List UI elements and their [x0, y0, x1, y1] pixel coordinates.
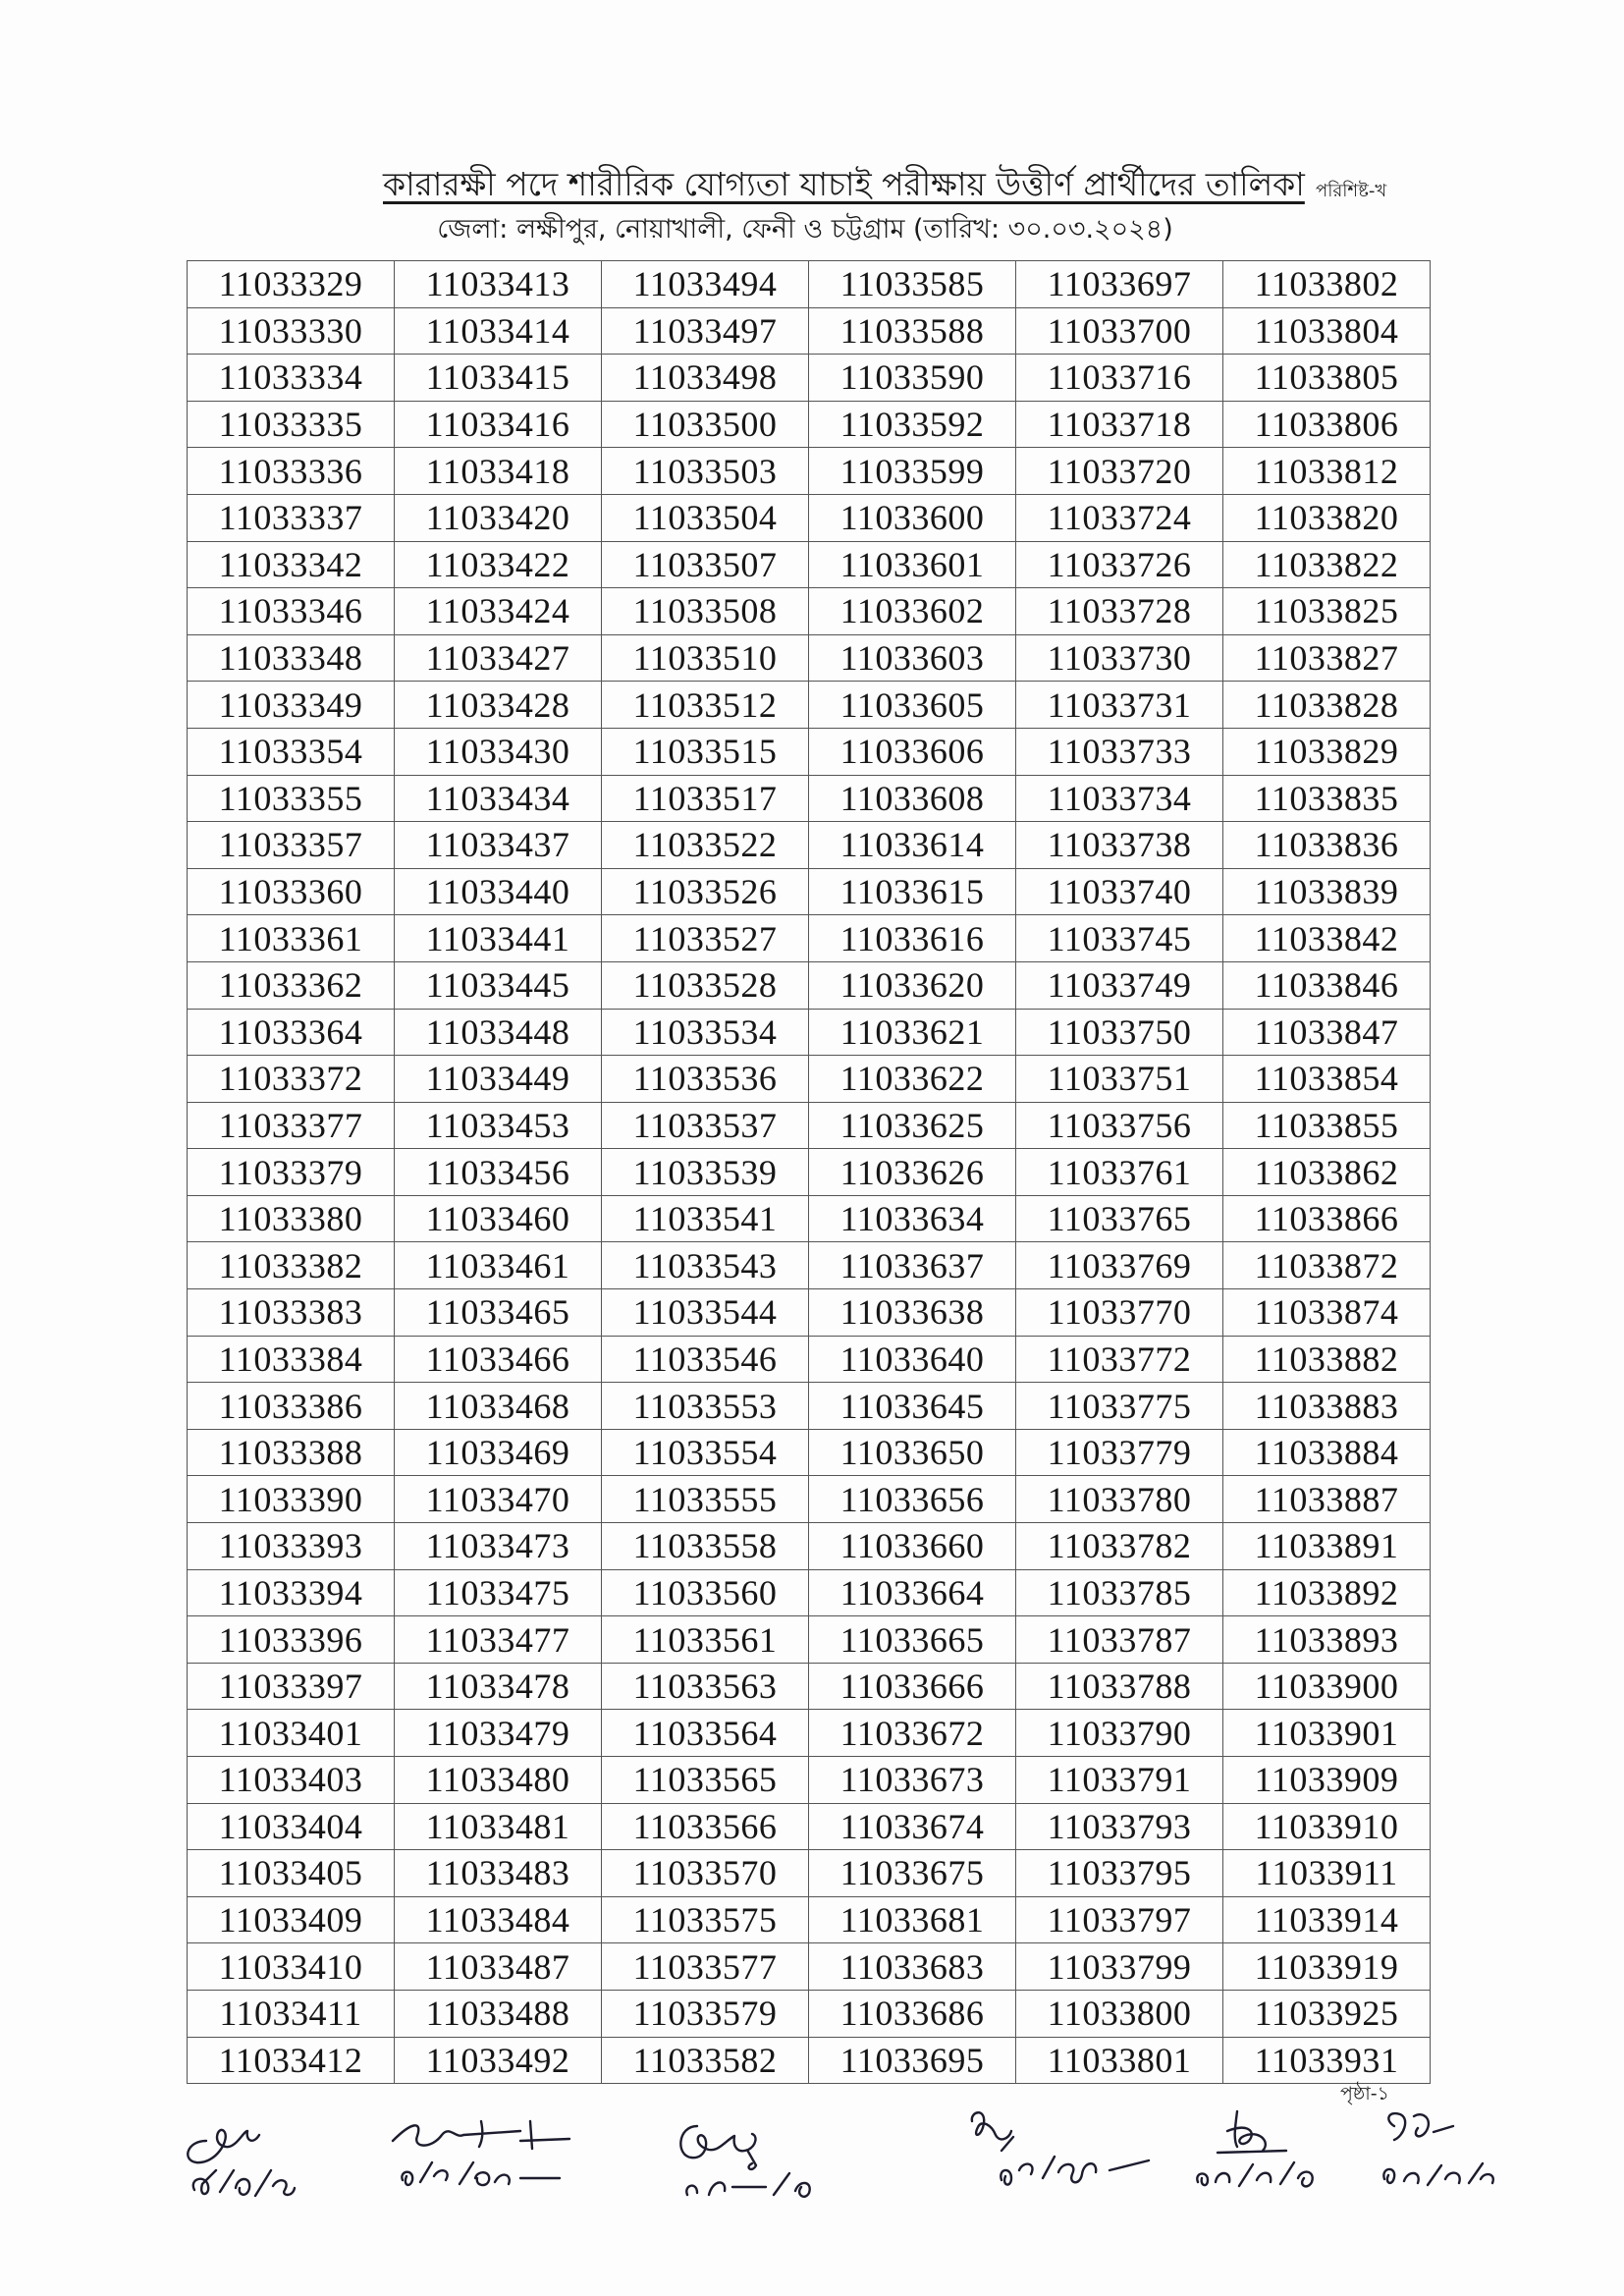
roll-number-cell: 11033527 — [602, 915, 809, 962]
roll-number-cell: 11033862 — [1223, 1149, 1431, 1196]
roll-number-cell: 11033544 — [602, 1289, 809, 1337]
signature-3 — [658, 2097, 864, 2205]
roll-number-cell: 11033577 — [602, 1943, 809, 1991]
roll-number-cell: 11033751 — [1016, 1056, 1223, 1103]
roll-number-cell: 11033460 — [395, 1195, 602, 1242]
roll-number-cell: 11033638 — [809, 1289, 1016, 1337]
roll-number-cell: 11033750 — [1016, 1009, 1223, 1056]
table-row — [188, 868, 1431, 915]
signature-4 — [952, 2092, 1178, 2200]
roll-number-cell: 11033522 — [602, 822, 809, 869]
roll-number-cell: 11033414 — [395, 307, 602, 355]
roll-number-cell: 11033675 — [809, 1850, 1016, 1897]
roll-number-cell: 11033650 — [809, 1429, 1016, 1476]
table-row — [188, 728, 1431, 775]
roll-number-cell: 11033666 — [809, 1663, 1016, 1710]
table-row — [188, 1850, 1431, 1897]
roll-number-cell: 11033416 — [395, 401, 602, 448]
roll-number-table-body — [188, 261, 1431, 2084]
roll-number-cell: 11033565 — [602, 1757, 809, 1804]
roll-number-cell: 11033563 — [602, 1663, 809, 1710]
roll-number-cell: 11033500 — [602, 401, 809, 448]
signature-2 — [373, 2092, 589, 2200]
roll-number-cell: 11033558 — [602, 1523, 809, 1570]
roll-number-cell: 11033488 — [395, 1990, 602, 2037]
roll-number-cell: 11033626 — [809, 1149, 1016, 1196]
roll-number-cell: 11033681 — [809, 1896, 1016, 1943]
roll-number-cell: 11033800 — [1016, 1990, 1223, 2037]
roll-number-cell: 11033410 — [188, 1943, 395, 1991]
roll-number-cell: 11033731 — [1016, 682, 1223, 729]
roll-number-cell: 11033836 — [1223, 822, 1431, 869]
roll-number-cell: 11033468 — [395, 1383, 602, 1430]
roll-number-cell: 11033887 — [1223, 1476, 1431, 1523]
table-row — [188, 1383, 1431, 1430]
roll-number-cell: 11033901 — [1223, 1710, 1431, 1757]
roll-number-cell: 11033554 — [602, 1429, 809, 1476]
roll-number-cell: 11033793 — [1016, 1803, 1223, 1850]
roll-number-cell: 11033437 — [395, 822, 602, 869]
roll-number-cell: 11033384 — [188, 1336, 395, 1383]
roll-number-cell: 11033588 — [809, 307, 1016, 355]
roll-number-cell: 11033602 — [809, 588, 1016, 635]
roll-number-cell: 11033440 — [395, 868, 602, 915]
document-subtitle: জেলা: লক্ষীপুর, নোয়াখালী, ফেনী ও চট্টগ্রাম (তারিখ: ৩০.০৩.২০২৪) — [437, 214, 1173, 245]
roll-number-cell: 11033362 — [188, 961, 395, 1009]
roll-number-cell: 11033615 — [809, 868, 1016, 915]
roll-number-cell: 11033561 — [602, 1616, 809, 1664]
roll-number-cell: 11033448 — [395, 1009, 602, 1056]
page-number: পৃষ্ঠা-১ — [1340, 2083, 1389, 2105]
roll-number-cell: 11033700 — [1016, 307, 1223, 355]
roll-number-cell: 11033555 — [602, 1476, 809, 1523]
roll-number-cell: 11033872 — [1223, 1242, 1431, 1289]
roll-number-cell: 11033738 — [1016, 822, 1223, 869]
roll-number-cell: 11033415 — [395, 355, 602, 402]
roll-number-cell: 11033528 — [602, 961, 809, 1009]
roll-number-cell: 11033382 — [188, 1242, 395, 1289]
roll-number-cell: 11033364 — [188, 1009, 395, 1056]
roll-number-cell: 11033481 — [395, 1803, 602, 1850]
roll-number-cell: 11033575 — [602, 1896, 809, 1943]
roll-number-cell: 11033397 — [188, 1663, 395, 1710]
roll-number-cell: 11033828 — [1223, 682, 1431, 729]
roll-number-cell: 11033827 — [1223, 634, 1431, 682]
roll-number-cell: 11033466 — [395, 1336, 602, 1383]
roll-number-cell: 11033515 — [602, 728, 809, 775]
table-row — [188, 1710, 1431, 1757]
roll-number-cell: 11033665 — [809, 1616, 1016, 1664]
roll-number-cell: 11033543 — [602, 1242, 809, 1289]
roll-number-cell: 11033720 — [1016, 448, 1223, 495]
roll-number-cell: 11033379 — [188, 1149, 395, 1196]
roll-number-cell: 11033537 — [602, 1102, 809, 1149]
roll-number-cell: 11033660 — [809, 1523, 1016, 1570]
roll-number-cell: 11033390 — [188, 1476, 395, 1523]
roll-number-cell: 11033914 — [1223, 1896, 1431, 1943]
roll-number-cell: 11033728 — [1016, 588, 1223, 635]
roll-number-cell: 11033797 — [1016, 1896, 1223, 1943]
roll-number-cell: 11033842 — [1223, 915, 1431, 962]
roll-number-cell: 11033449 — [395, 1056, 602, 1103]
table-row — [188, 1757, 1431, 1804]
table-row — [188, 2037, 1431, 2084]
roll-number-cell: 11033377 — [188, 1102, 395, 1149]
signature-6 — [1365, 2097, 1502, 2205]
roll-number-cell: 11033620 — [809, 961, 1016, 1009]
roll-number-cell: 11033494 — [602, 261, 809, 308]
roll-number-cell: 11033403 — [188, 1757, 395, 1804]
table-row — [188, 1616, 1431, 1664]
roll-number-cell: 11033829 — [1223, 728, 1431, 775]
roll-number-cell: 11033695 — [809, 2037, 1016, 2084]
table-row — [188, 1056, 1431, 1103]
table-row — [188, 1990, 1431, 2037]
roll-number-cell: 11033539 — [602, 1149, 809, 1196]
roll-number-cell: 11033404 — [188, 1803, 395, 1850]
roll-number-cell: 11033925 — [1223, 1990, 1431, 2037]
table-row — [188, 588, 1431, 635]
roll-number-cell: 11033634 — [809, 1195, 1016, 1242]
roll-number-cell: 11033770 — [1016, 1289, 1223, 1337]
roll-number-cell: 11033769 — [1016, 1242, 1223, 1289]
table-row — [188, 961, 1431, 1009]
roll-number-cell: 11033683 — [809, 1943, 1016, 1991]
roll-number-cell: 11033855 — [1223, 1102, 1431, 1149]
roll-number-cell: 11033772 — [1016, 1336, 1223, 1383]
roll-number-cell: 11033372 — [188, 1056, 395, 1103]
roll-number-cell: 11033461 — [395, 1242, 602, 1289]
roll-number-cell: 11033582 — [602, 2037, 809, 2084]
roll-number-cell: 11033931 — [1223, 2037, 1431, 2084]
roll-number-cell: 11033484 — [395, 1896, 602, 1943]
roll-number-cell: 11033790 — [1016, 1710, 1223, 1757]
roll-number-cell: 11033330 — [188, 307, 395, 355]
roll-number-cell: 11033785 — [1016, 1569, 1223, 1616]
roll-number-cell: 11033507 — [602, 541, 809, 588]
roll-number-cell: 11033882 — [1223, 1336, 1431, 1383]
roll-number-cell: 11033335 — [188, 401, 395, 448]
roll-number-cell: 11033866 — [1223, 1195, 1431, 1242]
roll-number-cell: 11033893 — [1223, 1616, 1431, 1664]
roll-number-cell: 11033483 — [395, 1850, 602, 1897]
roll-number-cell: 11033614 — [809, 822, 1016, 869]
roll-number-cell: 11033892 — [1223, 1569, 1431, 1616]
roll-number-cell: 11033622 — [809, 1056, 1016, 1103]
roll-number-cell: 11033354 — [188, 728, 395, 775]
roll-number-cell: 11033394 — [188, 1569, 395, 1616]
table-row — [188, 634, 1431, 682]
roll-number-cell: 11033910 — [1223, 1803, 1431, 1850]
table-row — [188, 1009, 1431, 1056]
roll-number-cell: 11033564 — [602, 1710, 809, 1757]
roll-number-cell: 11033605 — [809, 682, 1016, 729]
roll-number-cell: 11033475 — [395, 1569, 602, 1616]
roll-number-cell: 11033492 — [395, 2037, 602, 2084]
roll-number-cell: 11033546 — [602, 1336, 809, 1383]
roll-number-cell: 11033608 — [809, 775, 1016, 822]
roll-number-cell: 11033473 — [395, 1523, 602, 1570]
roll-number-cell: 11033820 — [1223, 494, 1431, 541]
roll-number-cell: 11033765 — [1016, 1195, 1223, 1242]
roll-number-cell: 11033839 — [1223, 868, 1431, 915]
roll-number-cell: 11033775 — [1016, 1383, 1223, 1430]
roll-number-cell: 11033469 — [395, 1429, 602, 1476]
table-row — [188, 1896, 1431, 1943]
roll-number-cell: 11033846 — [1223, 961, 1431, 1009]
table-row — [188, 1102, 1431, 1149]
roll-number-cell: 11033383 — [188, 1289, 395, 1337]
roll-number-cell: 11033553 — [602, 1383, 809, 1430]
roll-number-cell: 11033812 — [1223, 448, 1431, 495]
roll-number-cell: 11033672 — [809, 1710, 1016, 1757]
roll-number-cell: 11033342 — [188, 541, 395, 588]
roll-number-cell: 11033508 — [602, 588, 809, 635]
roll-number-cell: 11033740 — [1016, 868, 1223, 915]
roll-number-cell: 11033788 — [1016, 1663, 1223, 1710]
roll-number-cell: 11033512 — [602, 682, 809, 729]
roll-number-cell: 11033334 — [188, 355, 395, 402]
roll-number-cell: 11033420 — [395, 494, 602, 541]
roll-number-cell: 11033761 — [1016, 1149, 1223, 1196]
roll-number-cell: 11033900 — [1223, 1663, 1431, 1710]
table-row — [188, 1242, 1431, 1289]
table-row — [188, 1476, 1431, 1523]
roll-number-cell: 11033822 — [1223, 541, 1431, 588]
table-row — [188, 1943, 1431, 1991]
roll-number-cell: 11033441 — [395, 915, 602, 962]
roll-number-cell: 11033477 — [395, 1616, 602, 1664]
roll-number-cell: 11033625 — [809, 1102, 1016, 1149]
roll-number-cell: 11033674 — [809, 1803, 1016, 1850]
roll-number-cell: 11033480 — [395, 1757, 602, 1804]
roll-number-cell: 11033603 — [809, 634, 1016, 682]
table-row — [188, 307, 1431, 355]
roll-number-cell: 11033430 — [395, 728, 602, 775]
roll-number-cell: 11033453 — [395, 1102, 602, 1149]
roll-number-cell: 11033621 — [809, 1009, 1016, 1056]
roll-number-cell: 11033592 — [809, 401, 1016, 448]
table-row — [188, 775, 1431, 822]
roll-number-cell: 11033734 — [1016, 775, 1223, 822]
roll-number-cell: 11033504 — [602, 494, 809, 541]
table-row — [188, 541, 1431, 588]
roll-number-cell: 11033601 — [809, 541, 1016, 588]
roll-number-cell: 11033497 — [602, 307, 809, 355]
roll-number-cell: 11033517 — [602, 775, 809, 822]
roll-number-cell: 11033795 — [1016, 1850, 1223, 1897]
roll-number-cell: 11033336 — [188, 448, 395, 495]
roll-number-cell: 11033799 — [1016, 1943, 1223, 1991]
roll-number-cell: 11033909 — [1223, 1757, 1431, 1804]
roll-number-cell: 11033726 — [1016, 541, 1223, 588]
roll-number-cell: 11033346 — [188, 588, 395, 635]
roll-number-cell: 11033664 — [809, 1569, 1016, 1616]
roll-number-cell: 11033730 — [1016, 634, 1223, 682]
table-row — [188, 448, 1431, 495]
roll-number-cell: 11033585 — [809, 261, 1016, 308]
roll-number-cell: 11033806 — [1223, 401, 1431, 448]
roll-number-cell: 11033411 — [188, 1990, 395, 2037]
roll-number-cell: 11033640 — [809, 1336, 1016, 1383]
roll-number-cell: 11033386 — [188, 1383, 395, 1430]
roll-number-cell: 11033427 — [395, 634, 602, 682]
roll-number-cell: 11033479 — [395, 1710, 602, 1757]
roll-number-cell: 11033724 — [1016, 494, 1223, 541]
roll-number-cell: 11033409 — [188, 1896, 395, 1943]
roll-number-cell: 11033779 — [1016, 1429, 1223, 1476]
roll-number-cell: 11033357 — [188, 822, 395, 869]
roll-number-cell: 11033686 — [809, 1990, 1016, 2037]
roll-number-cell: 11033884 — [1223, 1429, 1431, 1476]
signature-5 — [1178, 2092, 1365, 2200]
table-row — [188, 1289, 1431, 1337]
roll-number-cell: 11033874 — [1223, 1289, 1431, 1337]
roll-number-cell: 11033465 — [395, 1289, 602, 1337]
table-row — [188, 261, 1431, 308]
table-row — [188, 1149, 1431, 1196]
roll-number-cell: 11033745 — [1016, 915, 1223, 962]
roll-number-cell: 11033412 — [188, 2037, 395, 2084]
roll-number-cell: 11033360 — [188, 868, 395, 915]
roll-number-cell: 11033791 — [1016, 1757, 1223, 1804]
roll-number-cell: 11033749 — [1016, 961, 1223, 1009]
roll-number-cell: 11033349 — [188, 682, 395, 729]
signature-block — [157, 2092, 1473, 2219]
roll-number-cell: 11033733 — [1016, 728, 1223, 775]
table-row — [188, 1803, 1431, 1850]
roll-number-cell: 11033780 — [1016, 1476, 1223, 1523]
table-row — [188, 401, 1431, 448]
roll-number-cell: 11033673 — [809, 1757, 1016, 1804]
annex-label: পরিশিষ্ট-খ — [1316, 181, 1387, 201]
roll-number-cell: 11033418 — [395, 448, 602, 495]
table-row — [188, 915, 1431, 962]
table-row — [188, 682, 1431, 729]
roll-number-cell: 11033656 — [809, 1476, 1016, 1523]
table-row — [188, 822, 1431, 869]
roll-number-cell: 11033445 — [395, 961, 602, 1009]
roll-number-cell: 11033456 — [395, 1149, 602, 1196]
roll-number-cell: 11033424 — [395, 588, 602, 635]
roll-number-cell: 11033756 — [1016, 1102, 1223, 1149]
roll-number-cell: 11033805 — [1223, 355, 1431, 402]
roll-number-cell: 11033579 — [602, 1990, 809, 2037]
roll-number-cell: 11033329 — [188, 261, 395, 308]
roll-number-cell: 11033801 — [1016, 2037, 1223, 2084]
roll-number-cell: 11033536 — [602, 1056, 809, 1103]
table-row — [188, 1336, 1431, 1383]
roll-number-cell: 11033804 — [1223, 307, 1431, 355]
roll-number-cell: 11033854 — [1223, 1056, 1431, 1103]
roll-number-cell: 11033637 — [809, 1242, 1016, 1289]
roll-number-cell: 11033606 — [809, 728, 1016, 775]
roll-number-cell: 11033393 — [188, 1523, 395, 1570]
table-row — [188, 1195, 1431, 1242]
roll-number-cell: 11033560 — [602, 1569, 809, 1616]
roll-number-cell: 11033566 — [602, 1803, 809, 1850]
table-row — [188, 494, 1431, 541]
roll-number-cell: 11033590 — [809, 355, 1016, 402]
roll-number-cell: 11033600 — [809, 494, 1016, 541]
roll-number-cell: 11033355 — [188, 775, 395, 822]
roll-number-cell: 11033401 — [188, 1710, 395, 1757]
roll-number-cell: 11033835 — [1223, 775, 1431, 822]
roll-number-table — [187, 260, 1431, 2084]
roll-number-cell: 11033380 — [188, 1195, 395, 1242]
roll-number-cell: 11033787 — [1016, 1616, 1223, 1664]
roll-number-cell: 11033526 — [602, 868, 809, 915]
roll-number-cell: 11033470 — [395, 1476, 602, 1523]
table-row — [188, 1663, 1431, 1710]
roll-number-cell: 11033422 — [395, 541, 602, 588]
roll-number-cell: 11033919 — [1223, 1943, 1431, 1991]
roll-number-cell: 11033428 — [395, 682, 602, 729]
roll-number-cell: 11033847 — [1223, 1009, 1431, 1056]
roll-number-cell: 11033388 — [188, 1429, 395, 1476]
roll-number-cell: 11033534 — [602, 1009, 809, 1056]
roll-number-cell: 11033348 — [188, 634, 395, 682]
signature-1 — [177, 2102, 363, 2210]
roll-number-cell: 11033541 — [602, 1195, 809, 1242]
roll-number-cell: 11033911 — [1223, 1850, 1431, 1897]
table-row — [188, 1429, 1431, 1476]
roll-number-cell: 11033645 — [809, 1383, 1016, 1430]
roll-number-cell: 11033891 — [1223, 1523, 1431, 1570]
roll-number-cell: 11033718 — [1016, 401, 1223, 448]
table-row — [188, 1569, 1431, 1616]
roll-number-cell: 11033487 — [395, 1943, 602, 1991]
roll-number-cell: 11033599 — [809, 448, 1016, 495]
roll-number-cell: 11033396 — [188, 1616, 395, 1664]
table-row — [188, 355, 1431, 402]
roll-number-cell: 11033570 — [602, 1850, 809, 1897]
roll-number-cell: 11033883 — [1223, 1383, 1431, 1430]
roll-number-cell: 11033782 — [1016, 1523, 1223, 1570]
roll-number-cell: 11033413 — [395, 261, 602, 308]
roll-number-cell: 11033510 — [602, 634, 809, 682]
roll-number-cell: 11033503 — [602, 448, 809, 495]
roll-number-cell: 11033716 — [1016, 355, 1223, 402]
document-title: কারারক্ষী পদে শারীরিক যোগ্যতা যাচাই পরীক্ষায় উত্তীর্ণ প্রার্থীদের তালিকা — [383, 165, 1305, 203]
roll-number-cell: 11033405 — [188, 1850, 395, 1897]
roll-number-cell: 11033498 — [602, 355, 809, 402]
roll-number-cell: 11033697 — [1016, 261, 1223, 308]
roll-number-cell: 11033825 — [1223, 588, 1431, 635]
roll-number-cell: 11033802 — [1223, 261, 1431, 308]
roll-number-cell: 11033337 — [188, 494, 395, 541]
roll-number-cell: 11033616 — [809, 915, 1016, 962]
roll-number-cell: 11033478 — [395, 1663, 602, 1710]
roll-number-cell: 11033361 — [188, 915, 395, 962]
table-row — [188, 1523, 1431, 1570]
roll-number-cell: 11033434 — [395, 775, 602, 822]
